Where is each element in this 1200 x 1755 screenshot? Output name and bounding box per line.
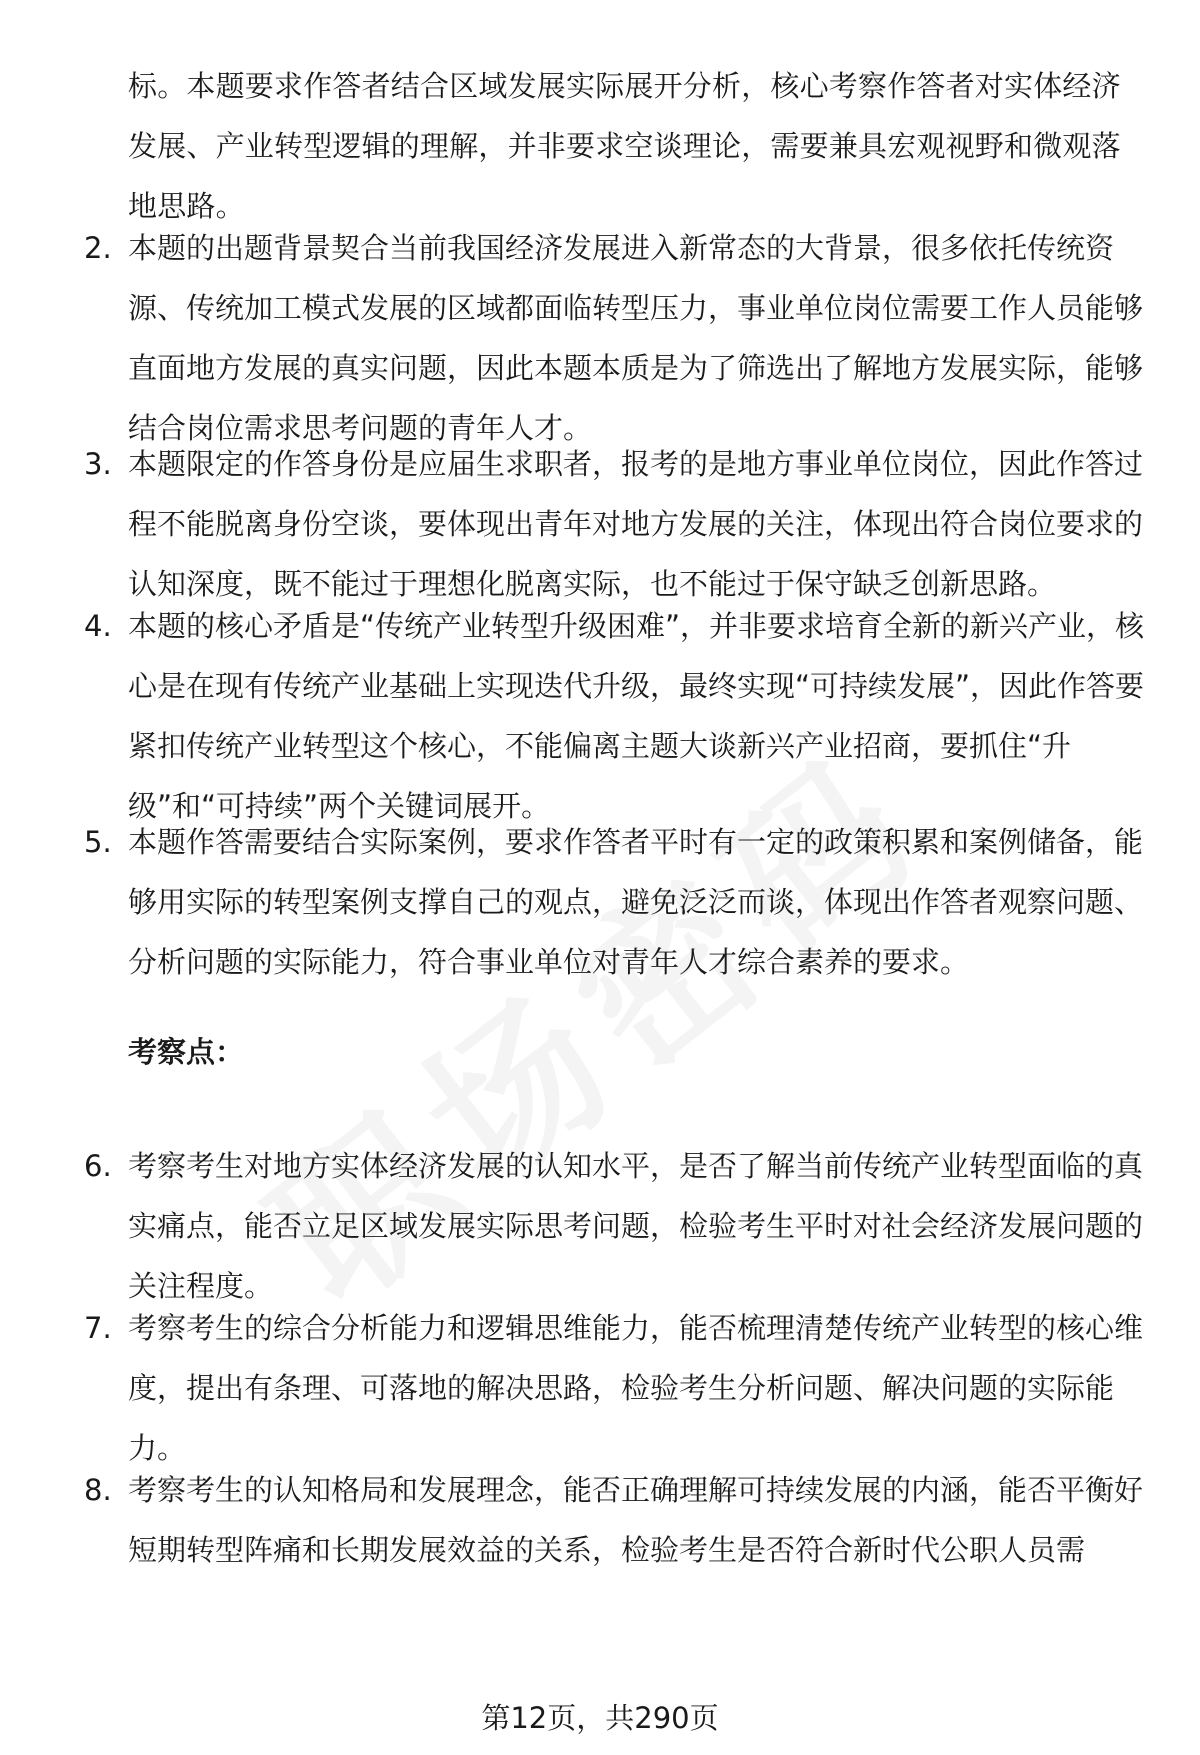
- list-number: 6.: [84, 1149, 112, 1183]
- list-number: 8.: [84, 1473, 112, 1507]
- list-number: 5.: [84, 825, 112, 859]
- list-item: [84, 812, 1148, 992]
- intro-continuation: 标。本题要求作答者结合区域发展实际展开分析，核心考察作答者对实体经济发展、产业转型逻辑的理解，并非要求空谈理论，需要兼具宏观视野和微观落地思路。: [128, 69, 1121, 223]
- list-item: [84, 596, 1148, 836]
- list-number: 2.: [84, 231, 112, 265]
- section-heading: 考察点：: [128, 1035, 245, 1069]
- list-text: 考察考生对地方实体经济发展的认知水平，是否了解当前传统产业转型面临的真实痛点，能否立足区域发展实际思考问题，检验考生平时对社会经济发展问题的关注程度。: [128, 1149, 1144, 1303]
- list-number: 3.: [84, 447, 112, 481]
- list-number: 7.: [84, 1311, 112, 1345]
- list-item: [84, 1298, 1148, 1478]
- list-text: 考察考生的认知格局和发展理念，能否正确理解可持续发展的内涵，能否平衡好短期转型阵痛和长期发展效益的关系，检验考生是否符合新时代公职人员需: [128, 1473, 1144, 1567]
- list-item: [84, 218, 1148, 458]
- list-item: [84, 434, 1148, 614]
- list-item: [84, 1460, 1148, 1580]
- page-footer: 第12页，共290页: [481, 1701, 719, 1735]
- list-text: 本题作答需要结合实际案例，要求作答者平时有一定的政策积累和案例储备，能够用实际的转型案例支撑自己的观点，避免泛泛而谈，体现出作答者观察问题、分析问题的实际能力，符合事业单位对青年人才综合素养的要求。: [128, 825, 1144, 979]
- list-item: [84, 1136, 1148, 1316]
- list-text: 本题的核心矛盾是“传统产业转型升级困难”，并非要求培育全新的新兴产业，核心是在现有传统产业基础上实现迭代升级，最终实现“可持续发展”，因此作答要紧扣传统产业转型这个核心，不能偏离主题大谈新兴产业招商，要抓住“升级”和“可持续”两个关键词展开。: [128, 609, 1145, 823]
- list-text: 本题限定的作答身份是应届生求职者，报考的是地方事业单位岗位，因此作答过程不能脱离身份空谈，要体现出青年对地方发展的关注，体现出符合岗位要求的认知深度，既不能过于理想化脱离实际，也不能过于保守缺乏创新思路。: [128, 447, 1144, 601]
- list-number: 4.: [84, 609, 112, 643]
- list-text: 本题的出题背景契合当前我国经济发展进入新常态的大背景，很多依托传统资源、传统加工模式发展的区域都面临转型压力，事业单位岗位需要工作人员能够直面地方发展的真实问题，因此本题本质是为了筛选出了解地方发展实际，能够结合岗位需求思考问题的青年人才。: [128, 231, 1144, 445]
- list-text: 考察考生的综合分析能力和逻辑思维能力，能否梳理清楚传统产业转型的核心维度，提出有条理、可落地的解决思路，检验考生分析问题、解决问题的实际能力。: [128, 1311, 1144, 1465]
